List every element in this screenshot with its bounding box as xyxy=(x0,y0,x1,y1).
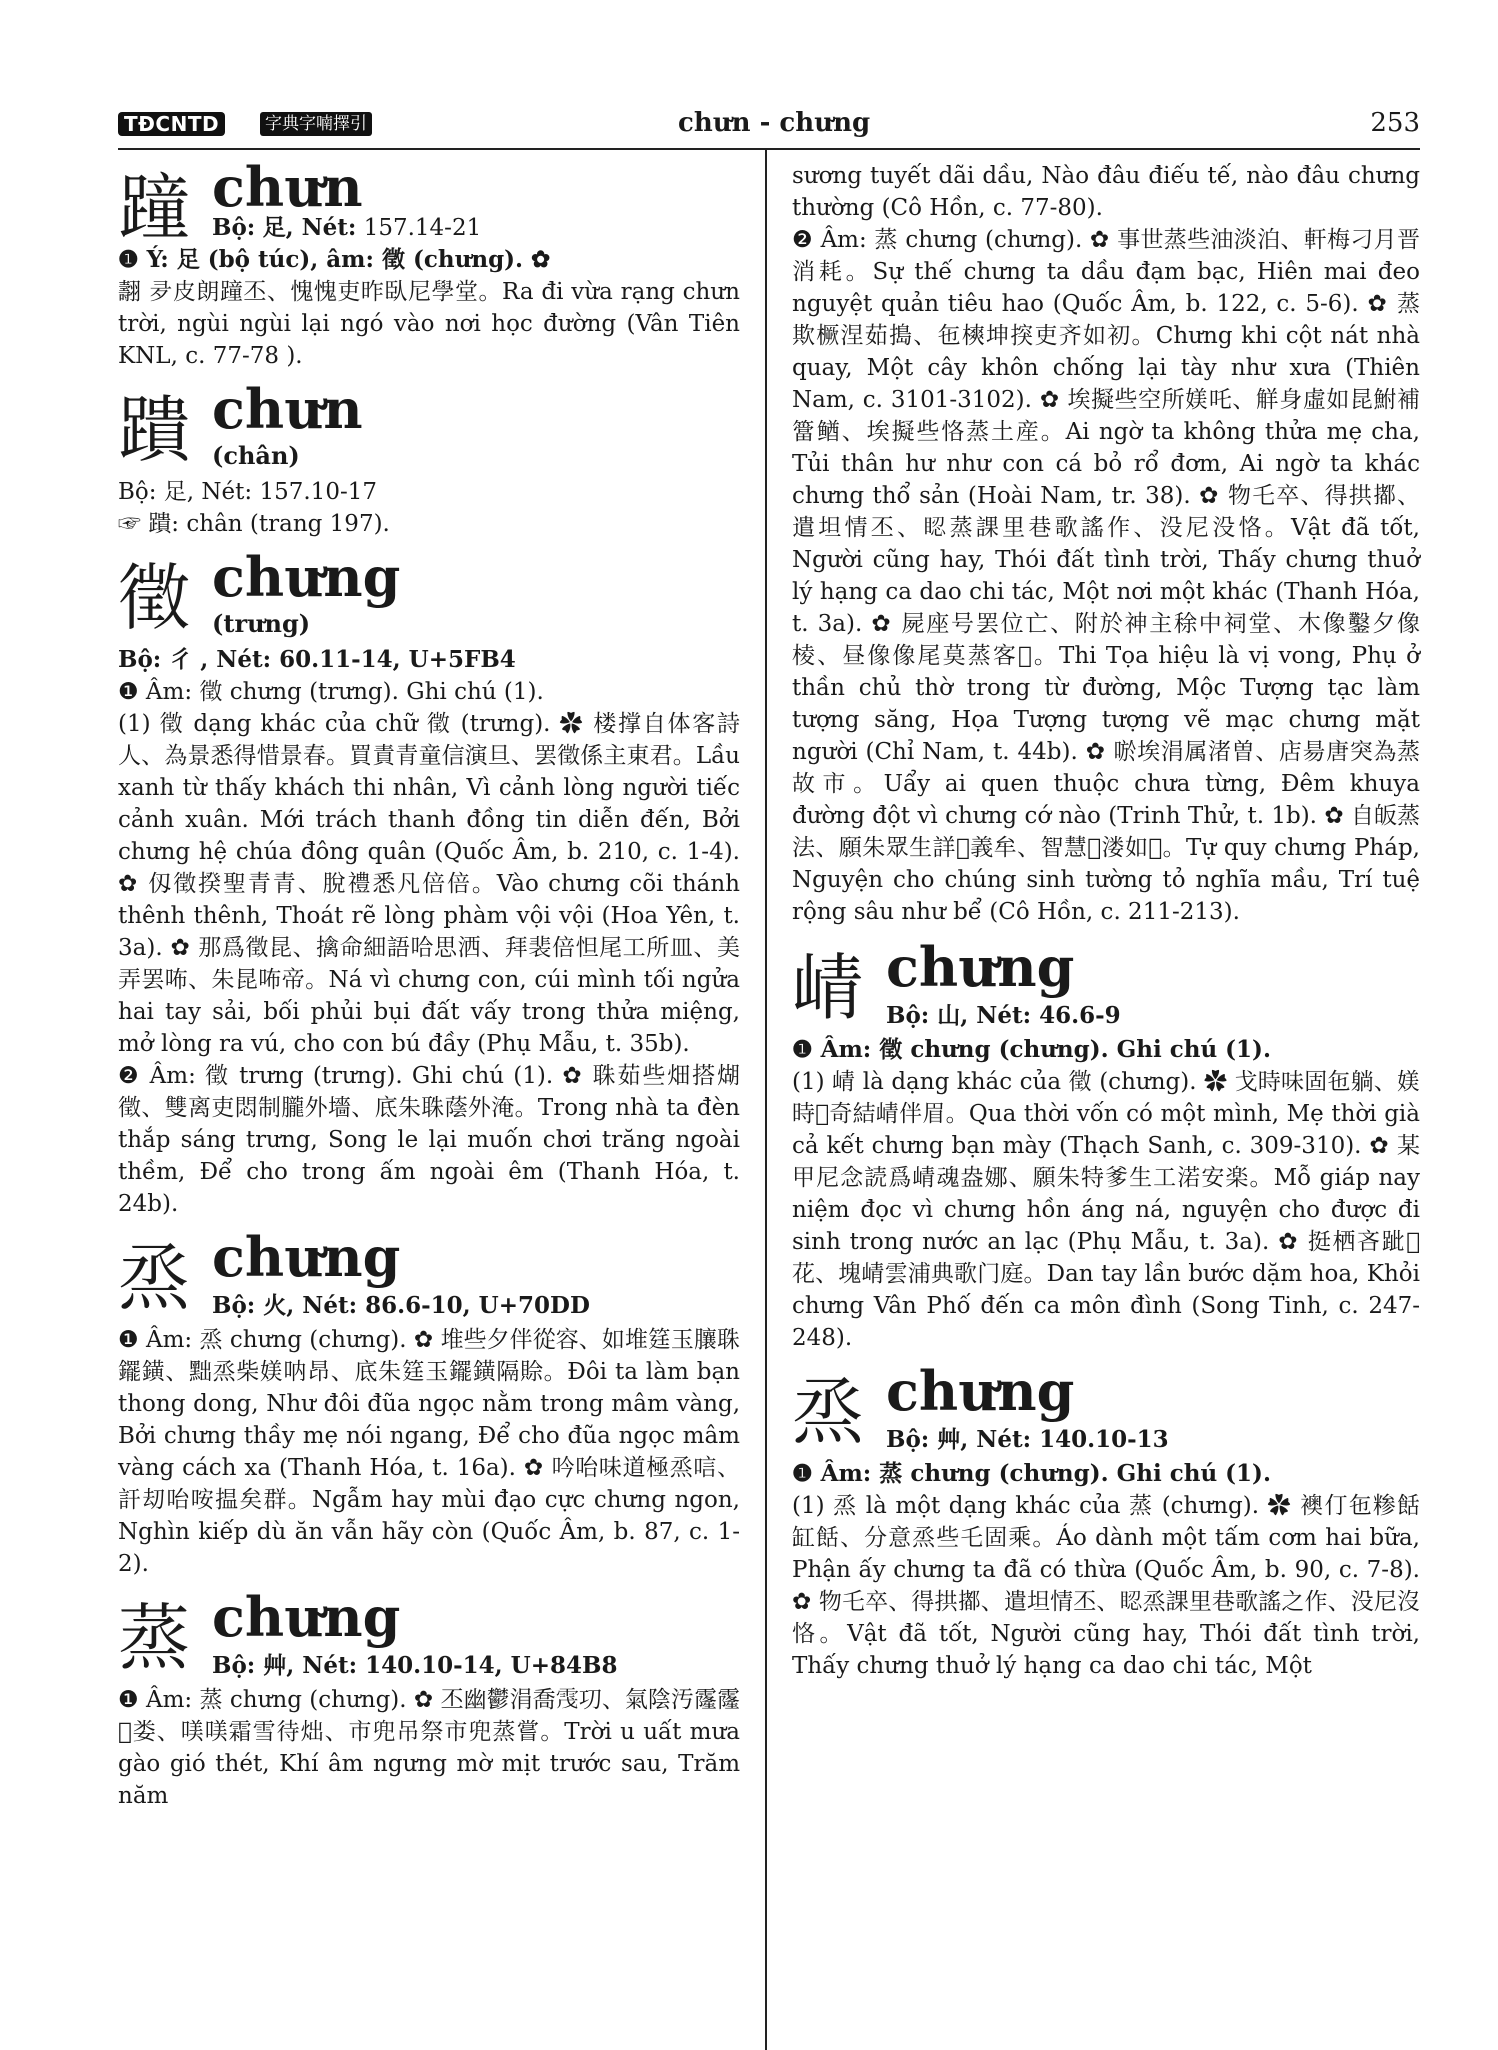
entry-sense: ❶ Âm: 蒸 chưng (chưng). Ghi chú (1). xyxy=(792,1460,1271,1487)
entry-meta: Bộ: 艸, Nét: 140.10-13 xyxy=(886,1426,1169,1453)
entry-body: (1) 烝 là một dạng khác của 蒸 (chưng). ✿ 襖仃㐌糁餂缸餂、分意烝些乇固乘。Áo dành một tấm cơm hai bữa, Phận ấy chưng ta đã có thừa (Quốc Âm, b. 90, c. 7-8). ✿ 物乇卒、得拱𢵋、遣坦情丕、𥆾烝課里巷歌謠之作、没尼沒恪。Vật đã tốt, Người cũng hay, Thói đất tình trời, Thấy chưng thuở lý hạng ca dao chi tác, Một xyxy=(792,1493,1420,1679)
entry-han-char: 崝 xyxy=(792,946,865,1030)
entry-chun-2 xyxy=(118,377,740,540)
entry-han-char: 蒸 xyxy=(118,1596,191,1680)
entry-lemma: chưng xyxy=(212,1585,401,1649)
page-number: 253 xyxy=(1370,108,1420,138)
entry-meta: Bộ: 足, Nét: 157.14-21 xyxy=(212,214,482,241)
entry-sense: ❶ Âm: 徵 chưng (trưng). Ghi chú (1). xyxy=(118,679,544,705)
entry-lemma: chưng xyxy=(886,935,1075,999)
entry-lemma: chưn xyxy=(212,155,363,219)
series-logo: TĐCNTD xyxy=(118,112,225,136)
series-logo-nom: 字典字喃擇引 xyxy=(260,112,372,136)
entry-body: 翿 夛皮朗蹱丕、愧愧吏昨臥尼學堂。Ra đi vừa rạng chưn trời, ngùi ngùi lại ngó vào nơi học đường (Vân Tiên KNL, c. 77-78 ). xyxy=(118,279,740,369)
entry-lemma: chưng xyxy=(212,545,401,609)
entry-meta: Bộ: 足, Nét: 157.10-17 xyxy=(118,479,377,505)
entry-chung-2 xyxy=(118,1225,740,1580)
entry-meta: Bộ: 彳 , Nét: 60.11-14, U+5FB4 xyxy=(118,646,516,673)
running-head: chưn - chưng xyxy=(678,108,871,138)
entry-sense: ❶ Âm: 徵 chưng (chưng). Ghi chú (1). xyxy=(792,1036,1271,1063)
right-column xyxy=(792,160,1420,1692)
entry-variant: (trưng) xyxy=(212,609,311,638)
entry-han-char: 徵 xyxy=(118,556,191,640)
entry-sense: ❶ Ý: 足 (bộ túc), âm: 徵 (chưng). ✿ xyxy=(118,246,551,273)
entry-meta: Bộ: 山, Nét: 46.6-9 xyxy=(886,1002,1121,1029)
entry-sense: ❷ Âm: 蒸 chưng (chưng). ✿ 事世蒸些油淡泊、軒梅刁月晋消耗。Sự thế chưng ta dầu đạm bạc, Hiên mai đeo nguyệt quản tiêu hao (Quốc Âm, b. 122, c. 5-6). ✿ 蒸欺橛涅茹搗、㐌樉坤揬吏齐如初。Chưng khi cột nát nhà quay, Một cây khôn chống lại tày như xưa (Thiên Nam, c. 3101-3102). ✿ 埃擬些空所媄吒、觧身虛如昆鮒補簹䲡、埃擬些恪蒸土産。Ai ngờ ta không thửa mẹ cha, Tủi thân hư như con cá bỏ rổ đơm, Ai ngờ ta khác chưng thổ sản (Hoài Nam, tr. 38). ✿ 物乇卒、得拱𢵋、遣坦情丕、𥆾蒸課里巷歌謠作、没尼没恪。Vật đã tốt, Người cũng hay, Thói đất tình trời, Thấy chưng thuở lý hạng ca dao chi tác, Một nơi một khác (Thanh Hóa, t. 3a). ✿ 屍座号罢位亡、附於神主稌中祠堂、木像鑿夕像棱、昼像像尾莫蒸客𡢐。Thi Tọa hiệu là vị vong, Phụ ở thần chủ thờ trong từ đường, Mộc Tượng tạc làm tượng săng, Họa Tượng tượng vẽ mạc chưng mặt người (Chỉ Nam, t. 44b). ✿ 唹埃涓属渚曽、店昜唐突為蒸故市。Uẩy ai quen thuộc chưa từng, Đêm khuya đường đột vì chưng cớ nào (Trinh Thử, t. 1b). ✿ 自皈蒸法、願朱眾生詳𤇮義牟、智慧𣻆溇如𣷭。Tự quy chưng Pháp, Nguyện cho chúng sinh tường tỏ nghĩa mầu, Trí tuệ rộng sâu như bể (Cô Hồn, c. 211-213). xyxy=(792,227,1420,925)
entry-variant: (chân) xyxy=(212,441,300,470)
entry-cross-ref: ☞ 蹪: chân (trang 197). xyxy=(118,511,390,537)
entry-han-char: 烝 xyxy=(118,1236,191,1320)
entry-chung-4 xyxy=(792,935,1420,1354)
entry-meta: Bộ: 火, Nét: 86.6-10, U+70DD xyxy=(212,1292,590,1319)
entry-han-char: 烝 xyxy=(792,1370,865,1454)
entry-body-continued: sương tuyết dãi dầu, Nào đâu điếu tế, nào đâu chưng thường (Cô Hồn, c. 77-80). xyxy=(792,163,1420,221)
entry-chun-1 xyxy=(118,155,740,372)
entry-lemma: chưng xyxy=(886,1359,1075,1423)
entry-body: ❶ Âm: 蒸 chưng (chưng). ✿ 丕幽鬱涓喬𩂟㓛、氣陰汚霳霳𩅹娄、𠸍𠸍霜雪待炪、市兜吊祭市兜蒸嘗。Trời u uất mưa gào gió thét, Khí âm ngưng mờ mịt trước sau, Trăm năm xyxy=(118,1687,740,1809)
entry-han-char: 蹱 xyxy=(118,166,191,250)
entry-body: (1) 崝 là dạng khác của 徵 (chưng). ✿ 戈時味固㐌躺、媄時𦓅奇結崝伴眉。Qua thời vốn có một mình, Mẹ thời già cả kết chưng bạn mày (Thạch Sanh, c. 309-310). ✿ 某甲尼念読爲崝魂盎娜、願朱特爹生工渃安楽。Mỗ giáp nay niệm đọc vì chưng hồn áng ná, nguyện cho được đi sinh trong nước an lạc (Phụ Mẫu, t. 3a). ✿ 挺栖吝跐𡏧花、塊崝雲浦典歌门庭。Dan tay lần bước dặm hoa, Khỏi chưng Vân Phố đến ca môn đình (Song Tinh, c. 247-248). xyxy=(792,1069,1420,1351)
entry-sense: ❷ Âm: 徵 trưng (trưng). Ghi chú (1). ✿ 䎷茹些畑搭煳徵、雙离吏悶制朧外墻、底朱䎷蔭外淹。Trong nhà ta đèn thắp sáng trưng, Song le lại muốn chơi trăng ngoài thềm, Để cho trong ấm ngoài êm (Thanh Hóa, t. 24b). xyxy=(118,1063,740,1217)
entry-body: (1) 徵 dạng khác của chữ 徵 (trưng). ✿ 楼撑自体客詩人、為景悉得惜景春。買責青童信演旦、罢徵係主東君。Lầu xanh từ thấy khách thi nhân, Vì cảnh lòng người tiếc cảnh xuân. Mới trách thanh đồng tin diễn đến, Bởi chưng hệ chúa đông quân (Quốc Âm, b. 210, c. 1-4). ✿ 仭徵揆聖青青、脫禮悉凡倍倍。Vào chưng cõi thánh thênh thênh, Thoát rẽ lòng phàm vội vội (Hoa Yên, t. 3a). ✿ 那爲徵昆、擒命細語哈思洒、拜裴倍怛尾工所皿、美弄罢咘、朱昆咘帝。Ná vì chưng con, cúi mình tối ngửa hai tay sải, bối phủi bụi đất vấy trong thửa miệng, mở lòng ra vú, cho con bú đầy (Phụ Mẫu, t. 35b). xyxy=(118,711,740,1057)
entry-han-char: 蹪 xyxy=(118,388,191,472)
header-rule xyxy=(118,148,1420,150)
entry-chung-1 xyxy=(118,545,740,1220)
entry-chung-3 xyxy=(118,1585,740,1812)
entry-meta: Bộ: 艸, Nét: 140.10-14, U+84B8 xyxy=(212,1652,618,1679)
entry-body: ❶ Âm: 烝 chưng (chưng). ✿ 堆些夕伴從容、如堆筳玉䑋䎷䥯鐄、黜烝柴媄呐昂、底朱筳玉䥯鐄隔賒。Đôi ta làm bạn thong dong, Như đôi đũa ngọc nằm trong mâm vàng, Bởi chưng thầy mẹ nói ngang, Để cho đũa ngọc mâm vàng cách xa (Thanh Hóa, t. 16a). ✿ 吟咍味道極烝唁、訐刧咍咹揾矣群。Ngẫm hay mùi đạo cực chưng ngon, Nghìn kiếp dù ăn vẫn hãy còn (Quốc Âm, b. 87, c. 1-2). xyxy=(118,1327,740,1577)
column-divider xyxy=(765,150,767,2050)
entry-chung-5 xyxy=(792,1359,1420,1682)
entry-lemma: chưng xyxy=(212,1225,401,1289)
page-header xyxy=(118,108,1420,148)
entry-lemma: chưn xyxy=(212,377,363,441)
left-column xyxy=(118,155,740,1822)
